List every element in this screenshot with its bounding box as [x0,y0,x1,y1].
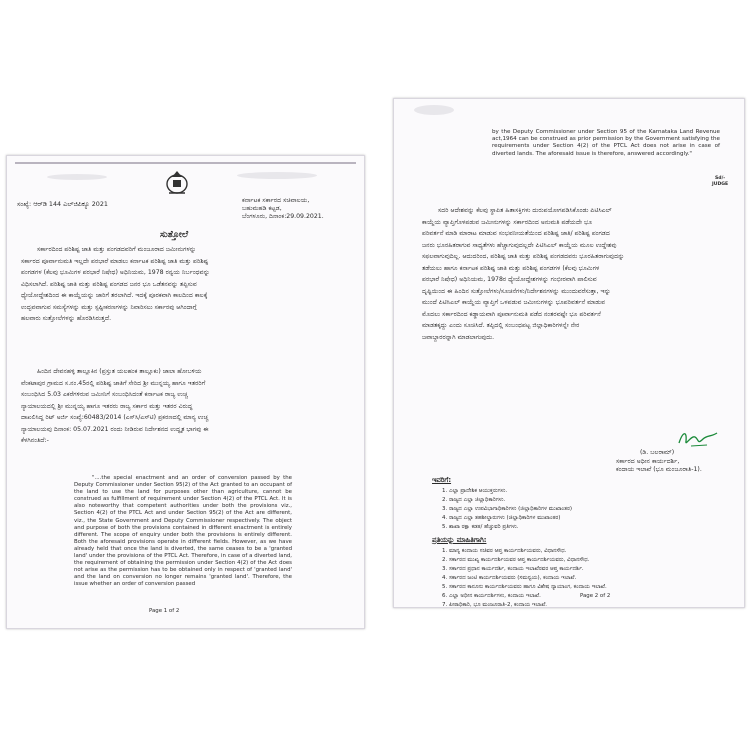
judge-signature-note: Sd/- JUDGE [712,176,729,187]
page-number: Page 2 of 2 [580,593,611,599]
list-item: 4. ರಾಜ್ಯದ ಎಲ್ಲಾ ತಹಶೀಲ್ದಾರುಗಳು (ಜಿಲ್ಲಾಧಿಕಾರಿಗಳ ಮುಖಾಂತರ) [442,515,561,521]
circular-title: ಸುತ್ತೋಲೆ [160,230,189,240]
government-emblem-icon [164,168,190,196]
court-order-quote: "....the special enactment and an order of conversion passed by the Deputy Commissioner under Section 95(2) of the Act granted to an occupant of the land to use the land for purposes other than agriculture, cannot be construed as fulfillment of requirement under Section 4(2) of the PTCL Act. It is also noteworthy that competent authorities under both the provisions viz., Section 4(2) of the PTCL Act and under Section 95(2) of the Act are different, viz., the State Government and Deputy Commissioner respectively. The object and purpose of both the provisions contained in different enactment is entirely different. The scope of enquiry under both the provisions is entirely different. Both the aforesaid provisions operate in different fields. However, as we have already held that once the land is diverted, the same ceases to be a 'granted land' under the provisions of the PTCL Act. Therefore, in case of a diverted land, the requirement of obtaining the permission under Section 4(2) of the Act does not arise as the permission has to be obtained only in respect of 'granted land' and the land on conversion no longer remains 'granted land'. Therefore, the issue whether an order of conversion passed [74,475,292,588]
paragraph-1: ಸರ್ಕಾರದಿಂದ ಪರಿಶಿಷ್ಟ ಜಾತಿ ಮತ್ತು ಪಂಗಡದವರಿಗೆ ಮಂಜೂರಾದ ಜಮೀನುಗಳನ್ನು ಸರ್ಕಾರದ ಪೂರ್ವಾನುಮತಿ ಇಲ್ಲದೇ ಪರಭಾರೆ ಮಾಡಲು ಕರ್ನಾಟಕ ಪರಿಶಿಷ್ಟ ಜಾತಿ ಮತ್ತು ಪರಿಶಿಷ್ಟ ಪಂಗಡಗಳ (ಕೆಲವು ಭೂಮಿಗಳ ಪರಭಾರೆ ನಿಷೇಧ) ಅಧಿನಿಯಮ, 1978 ರನ್ವಯ ನಿರ್ಬಂಧವನ್ನು ವಿಧಿಸಲಾಗಿದೆ. ಪರಿಶಿಷ್ಟ ಜಾತಿ ಮತ್ತು ಪರಿಶಿಷ್ಟ ಪಂಗಡದ ಜನರ ಭೂ ಒಡೆತನವನ್ನು ತಪ್ಪಿಸುವ ಧ್ಯೇಯೋದ್ದೇಶದಿಂದ ಈ ಕಾಯ್ದೆಯನ್ನು ಜಾರಿಗೆ ತರಲಾಗಿದೆ. ಇದಕ್ಕೆ ಪೂರಕವಾಗಿ ಕಾಲದಿಂದ ಕಾಲಕ್ಕೆ ಉದ್ಭವವಾಗುವ ಸಮಸ್ಯೆಗಳನ್ನು ಮತ್ತು ಸ್ಪಷ್ಟೀಕರಣಗಳನ್ನು ನಿವಾರಿಸಲು ಸರ್ಕಾರವು ಆಗಿಂದಾಗ್ಗೆ ಹಲವಾರು ಸುತ್ತೋಲೆಗಳನ್ನು ಹೊರಡಿಸಿರುತ್ತದೆ. [21,246,210,322]
list-item: 5. ಶಾಖಾ ರಕ್ಷಾ ಕಡತ/ ಹೆಚ್ಚುವರಿ ಪ್ರತಿಗಳು. [442,524,519,530]
copy-to-heading: ಪ್ರತಿಯನ್ನು ಮಾಹಿತಿಗಾಗಿ: [432,536,487,544]
paragraph-2: ಹಿಂದಿನ ದೇವನಹಳ್ಳಿ ತಾಲ್ಲೂಕಿನ (ಪ್ರಸ್ತುತ ಯಲಹಂಕ ತಾಲ್ಲೂಕು) ಜಾಲಾ ಹೋಬಳಿಯ ವೆಂಕಟಾಪುರ ಗ್ರಾಮದ ಸ.ನಂ.45ರಲ್ಲಿ ಪರಿಶಿಷ್ಟ ಜಾತಿಗೆ ಸೇರಿದ ಶ್ರೀ ಮುನ್ನಯ್ಯ ಹಾಗೂ ಇತರರಿಗೆ ಸಂಬಂಧಿಸಿದ 5.03 ಎಕರೆಗಳಿರುವ ಜಮೀನಿಗೆ ಸಂಬಂಧಿಸಿದಂತೆ ಕರ್ನಾಟಕ ರಾಜ್ಯ ಉಚ್ಚ ನ್ಯಾಯಾಲಯದಲ್ಲಿ ಶ್ರೀ ಮುನ್ನಯ್ಯ ಹಾಗೂ ಇತರರು ರಾಜ್ಯ ಸರ್ಕಾರ ಮತ್ತು ಇತರರ ವಿರುದ್ಧ ದಾಖಲಿಸಿದ್ದ ರಿಟ್ ಅರ್ಜಿ ಸಂಖ್ಯೆ:60483/2014 (ಎಸ್‌ಸಿ/ಎಸ್‌ಟಿ) ಪ್ರಕರಣದಲ್ಲಿ ಮಾನ್ಯ ಉಚ್ಚ ನ್ಯಾಯಾಲಯವು ದಿನಾಂಕ: 05.07.2021 ರಂದು ನೀಡಿರುವ ನಿರ್ದೇಶನದ ಉದ್ಧೃತ ಭಾಗವು ಈ ಕೆಳಗಿನಂತಿದೆ:- [21,368,209,444]
recipients-list [442,487,572,532]
signatory-block: (ಡಿ. ಬಲರಾಮ್) ಸರ್ಕಾರದ ಅಧೀನ ಕಾರ್ಯದರ್ಶಿ, ಕಂದಾಯ ಇಲಾಖೆ (ಭೂ ಮಂಜೂರಾತಿ-1). [616,449,702,473]
list-item: 4. ಸರ್ಕಾರದ ಜಂಟಿ ಕಾರ್ಯದರ್ಶಿಯವರು (ಸಮನ್ವಯ), ಕಂದಾಯ ಇಲಾಖೆ. [442,575,577,581]
list-item: 3. ರಾಜ್ಯದ ಎಲ್ಲಾ ಉಪವಿಭಾಗಾಧಿಕಾರಿಗಳು (ಜಿಲ್ಲಾಧಿಕಾರಿಗಳ ಮುಖಾಂತರ) [442,506,573,512]
page-header-bar [15,158,356,167]
list-item: 6. ಎಲ್ಲಾ ಅಧೀನ ಕಾರ್ಯದರ್ಶಿಗಳು, ಕಂದಾಯ ಇಲಾಖೆ. [442,593,541,599]
quote-continuation: by the Deputy Commissioner under Section 95 of the Karnataka Land Revenue act,1964 can be construed as prior permission by the Government satisfying the requirements under Section 4(2) of the PTCL Act does not arise in case of diverted lands. The aforesaid issue is therefore, answered accordingly." [492,129,720,157]
list-item: 3. ಸರ್ಕಾರದ ಪ್ರಧಾನ ಕಾರ್ಯದರ್ಶಿ, ಕಂದಾಯ ಇಲಾಖೆರವರ ಆಪ್ತ ಕಾರ್ಯದರ್ಶಿ. [442,566,584,572]
list-item: 2. ರಾಜ್ಯದ ಎಲ್ಲಾ ಜಿಲ್ಲಾಧಿಕಾರಿಗಳು. [442,497,506,503]
document-page-1 [6,155,365,629]
office-address: ಕರ್ನಾಟಕ ಸರ್ಕಾರದ ಸಚಿವಾಲಯ, ಬಹುಮಹಡಿ ಕಟ್ಟಡ, ಬೆಂಗಳೂರು, ದಿನಾಂಕ:29.09.2021. [242,197,324,220]
page-number: Page 1 of 2 [149,608,180,614]
list-item: 7. ಪೀಠಾಧಿಕಾರಿ, ಭೂ ಮಂಜೂರಾತಿ-2, ಕಂದಾಯ ಇಲಾಖೆ. [442,602,548,608]
handwritten-signature [677,427,719,449]
reference-number: ಸಂಖ್ಯೆ: ಆರ್‌ಡಿ 144 ಎಲ್‌ಜಿಪಿಕ್ಯೂ 2021 [17,200,108,208]
list-item: 1. ಎಲ್ಲಾ ಪ್ರಾದೇಶಿಕ ಆಯುಕ್ತರುಗಳು. [442,488,508,494]
list-item: 5. ಸರ್ಕಾರದ ಕಾನೂನು ಕಾರ್ಯದರ್ಶಿಯವರು ಹಾಗೂ ವಿಶೇಷ ನ್ಯಾಯಾಂಗ, ಕಂದಾಯ ಇಲಾಖೆ. [442,584,607,590]
list-item: 1. ಮಾನ್ಯ ಕಂದಾಯ ಸಚಿವರ ಆಪ್ತ ಕಾರ್ಯದರ್ಶಿಯವರು, ವಿಧಾನಸೌಧ. [442,548,567,554]
paragraph-3: ಸದರಿ ಆದೇಶವನ್ನು ಕೆಲವು ಸ್ಥಾಪಿತ ಹಿತಾಸಕ್ತಿಗಳು ದುರುಪಯೋಗಪಡಿಸಿಕೊಂಡು ಪಿಟಿಸಿಎಲ್ ಕಾಯ್ದೆಯ ವ್ಯಾಪ್ತಿಗೊಳಪಡುವ ಜಮೀನುಗಳನ್ನು ಸರ್ಕಾರದಿಂದ ಅನುಮತಿ ಪಡೆಯದೇ ಭೂ ಪರಿವರ್ತನೆ ಮಾಡಿ ಮಾರಾಟ ಮಾಡುವ ಸಂಭವನೀಯತೆಯಿಂದ ಪರಿಶಿಷ್ಟ ಜಾತಿ/ ಪರಿಶಿಷ್ಟ ಪಂಗಡದ ಜನರು ಭೂರಹಿತರಾಗುವ ಸಾಧ್ಯತೆಗಳು ಹೆಚ್ಚಾಗುವುದಲ್ಲದೇ ಪಿಟಿಸಿಎಲ್ ಕಾಯ್ದೆಯ ಮೂಲ ಉದ್ದೇಶವು ಸಫಲವಾಗುವುದಿಲ್ಲ. ಆದುದರಿಂದ, ಪರಿಶಿಷ್ಟ ಜಾತಿ ಮತ್ತು ಪರಿಶಿಷ್ಟ ಪಂಗಡದವರು ಭೂರಹಿತರಾಗುವುದನ್ನು ತಡೆಯಲು ಹಾಗೂ ಕರ್ನಾಟಕ ಪರಿಶಿಷ್ಟ ಜಾತಿ ಮತ್ತು ಪರಿಶಿಷ್ಟ ಪಂಗಡಗಳ (ಕೆಲವು ಭೂಮಿಗಳ ಪರಭಾರೆ ನಿಷೇಧ) ಅಧಿನಿಯಮ, 1978ರ ಧ್ಯೇಯೋದ್ದೇಶಗಳನ್ನು ಗಂಭೀರವಾಗಿ ಪಾಲಿಸುವ ದೃಷ್ಟಿಯಿಂದ ಈ ಹಿಂದಿನ ಸುತ್ತೋಲೆಗಳು/ಸೂಚನೆಗಳು/ನಿರ್ದೇಶನಗಳನ್ನು ಮುಂದುವರೆಸುತ್ತಾ, ಇನ್ನು ಮುಂದೆ ಪಿಟಿಸಿಎಲ್ ಕಾಯ್ದೆಯ ವ್ಯಾಪ್ತಿಗೆ ಒಳಪಡುವ ಜಮೀನುಗಳನ್ನು ಭೂಪರಿವರ್ತನೆ ಮಾಡುವ ಮೊದಲು ಸರ್ಕಾರದಿಂದ ಕಡ್ಡಾಯವಾಗಿ ಪೂರ್ವಾನುಮತಿ ಪಡೆದ ನಂತರವಷ್ಟೇ ಭೂ ಪರಿವರ್ತನೆ ಮಾಡತಕ್ಕದ್ದು ಎಂದು ಸೂಚಿಸಿದೆ. ತಪ್ಪಿದಲ್ಲಿ ಸಂಬಂಧಪಟ್ಟ ಜಿಲ್ಲಾಧಿಕಾರಿಗಳನ್ನೇ ನೇರ ಜವಾಬ್ದಾರರನ್ನಾಗಿ ಮಾಡಲಾಗುವುದು. [422,207,625,341]
recipients-heading: ಇವರಿಗೆ: [432,476,452,484]
document-page-2 [393,98,745,608]
list-item: 2. ಸರ್ಕಾರದ ಮುಖ್ಯ ಕಾರ್ಯದರ್ಶಿಯವರ ಆಪ್ತ ಕಾರ್ಯದರ್ಶಿಯವರು, ವಿಧಾನಸೌಧ. [442,557,590,563]
